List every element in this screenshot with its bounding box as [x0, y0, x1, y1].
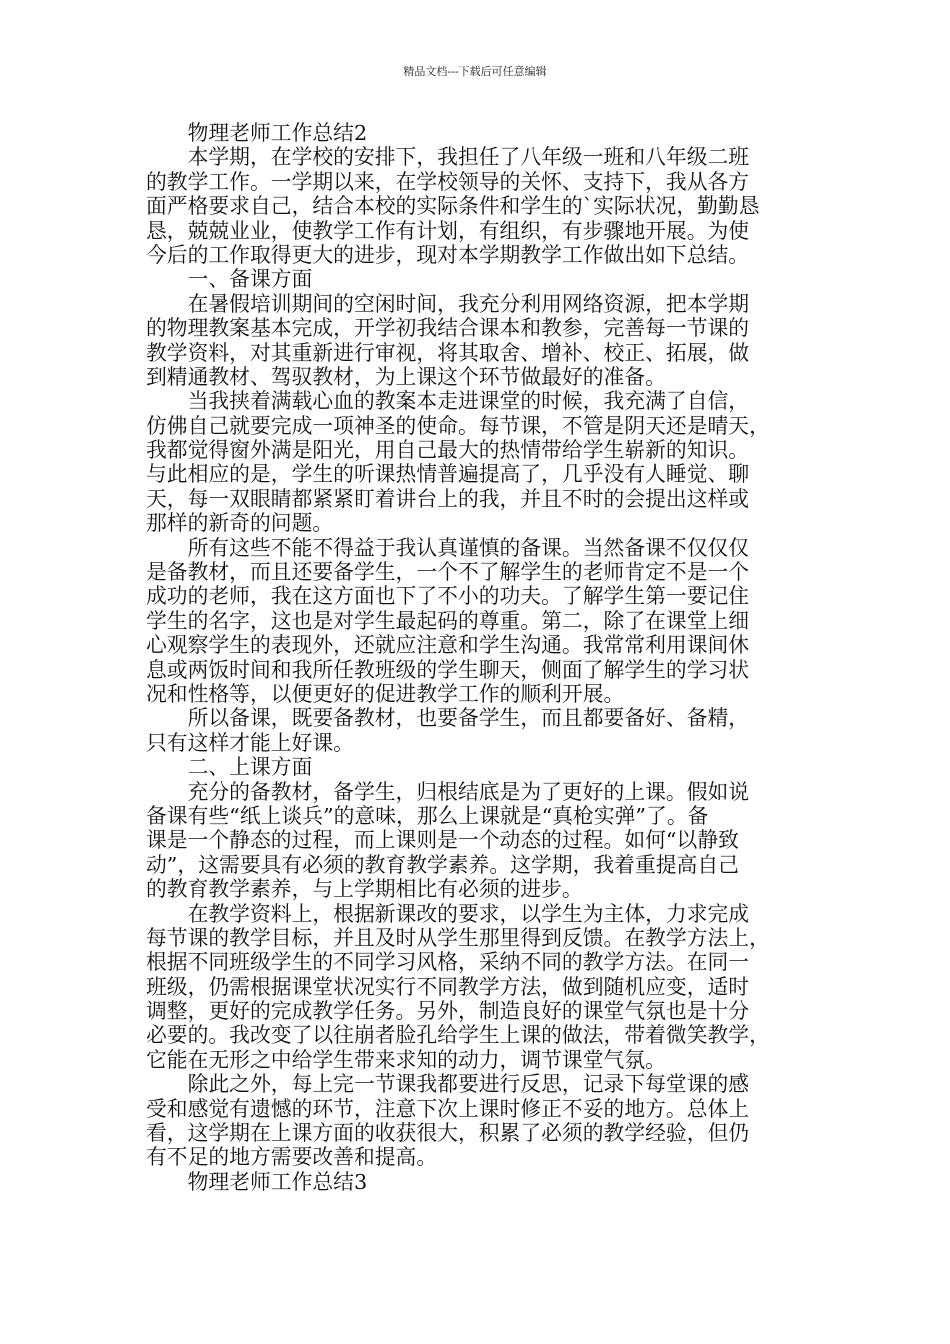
text-line: 恳，兢兢业业，使教学工作有计划，有组织，有步骤地开展。为使 — [146, 218, 750, 243]
text-line: 班级，仍需根据课堂状况实行不同教学方法，做到随机应变，适时 — [146, 974, 750, 999]
text-line: 调整，更好的完成教学任务。另外，制造良好的课堂气氛也是十分 — [146, 999, 750, 1024]
text-line: 课是一个静态的过程，而上课则是一个动态的过程。如何“以静致 — [146, 828, 739, 853]
text-line: 物理老师工作总结3 — [187, 1169, 368, 1194]
text-line: 动”，这需要具有必须的教育教学素养。这学期，我着重提高自己 — [146, 852, 739, 877]
text-line: 本学期，在学校的安排下，我担任了八年级一班和八年级二班 — [187, 145, 750, 170]
text-line: 所以备课，既要备教材，也要备学生，而且都要备好、备精， — [187, 706, 750, 731]
text-line: 那样的新奇的问题。 — [146, 511, 334, 536]
text-line: 物理老师工作总结2 — [187, 121, 368, 145]
text-line: 是备教材，而且还要备学生，一个不了解学生的老师肯定不是一个 — [146, 560, 750, 585]
text-line: 一、备课方面 — [187, 267, 313, 292]
text-line: 今后的工作取得更大的进步，现对本学期教学工作做出如下总结。 — [146, 242, 750, 267]
text-line: 受和感觉有遗憾的环节，注意下次上课时修正不妥的地方。总体上 — [146, 1096, 750, 1121]
text-line: 在教学资料上，根据新课改的要求，以学生为主体，力求完成 — [187, 901, 750, 926]
page-header: 精品文档---下载后可任意编辑 — [403, 65, 547, 78]
text-line: 我都觉得窗外满是阳光，用自己最大的热情带给学生崭新的知识。 — [146, 438, 750, 463]
text-line: 只有这样才能上好课。 — [146, 730, 354, 755]
text-line: 到精通教材、驾驭教材，为上课这个环节做最好的准备。 — [146, 364, 666, 389]
text-line: 息或两饭时间和我所任教班级的学生聊天，侧面了解学生的学习状 — [146, 657, 750, 682]
text-line: 根据不同班级学生的不同学习风格，采纳不同的教学方法。在同一 — [146, 950, 750, 975]
text-line: 教学资料，对其重新进行审视，将其取舍、增补、校正、拓展，做 — [146, 340, 750, 365]
text-line: 学生的名字，这也是对学生最起码的尊重。第二，除了在课堂上细 — [146, 608, 750, 633]
text-line: 充分的备教材，备学生，归根结底是为了更好的上课。假如说 — [187, 779, 750, 804]
text-line: 有不足的地方需要改善和提高。 — [146, 1145, 438, 1170]
text-line: 成功的老师，我在这方面也下了不小的功夫。了解学生第一要记住 — [146, 584, 750, 609]
text-line: 况和性格等，以便更好的促进教学工作的顺利开展。 — [146, 681, 625, 706]
text-line: 在暑假培训期间的空闲时间，我充分利用网络资源，把本学期 — [187, 291, 750, 316]
text-line: 天，每一双眼睛都紧紧盯着讲台上的我，并且不时的会提出这样或 — [146, 486, 750, 511]
text-line: 备课有些“纸上谈兵”的意味，那么上课就是“真枪实弹”了。备 — [146, 803, 709, 828]
text-line: 仿佛自己就要完成一项神圣的使命。每节课，不管是阴天还是晴天， — [146, 413, 770, 438]
text-line: 每节课的教学目标，并且及时从学生那里得到反馈。在教学方法上， — [146, 925, 770, 950]
text-line: 的教育教学素养，与上学期相比有必须的进步。 — [146, 877, 583, 902]
text-line: 面严格要求自己，结合本校的实际条件和学生的`实际状况，勤勤恳 — [146, 194, 760, 219]
text-line: 的教学工作。一学期以来，在学校领导的关怀、支持下，我从各方 — [146, 169, 750, 194]
text-line: 当我挟着满载心血的教案本走进课堂的时候，我充满了自信， — [187, 389, 750, 414]
text-line: 二、上课方面 — [187, 755, 313, 780]
text-line: 的物理教案基本完成，开学初我结合课本和教参，完善每一节课的 — [146, 316, 750, 341]
text-line: 心观察学生的表现外，还就应注意和学生沟通。我常常利用课间休 — [146, 633, 750, 658]
text-line: 必要的。我改变了以往崩者脸孔给学生上课的做法，带着微笑教学， — [146, 1023, 770, 1048]
document-body — [146, 121, 806, 1194]
text-line: 除此之外，每上完一节课我都要进行反思，记录下每堂课的感 — [187, 1072, 750, 1097]
text-line: 所有这些不能不得益于我认真谨慎的备课。当然备课不仅仅仅 — [187, 535, 750, 560]
text-line: 看，这学期在上课方面的收获很大，积累了必须的教学经验，但仍 — [146, 1121, 750, 1146]
text-line: 与此相应的是，学生的听课热情普遍提高了，几乎没有人睡觉、聊 — [146, 462, 750, 487]
text-line: 它能在无形之中给学生带来求知的动力，调节课堂气氛。 — [146, 1047, 666, 1072]
